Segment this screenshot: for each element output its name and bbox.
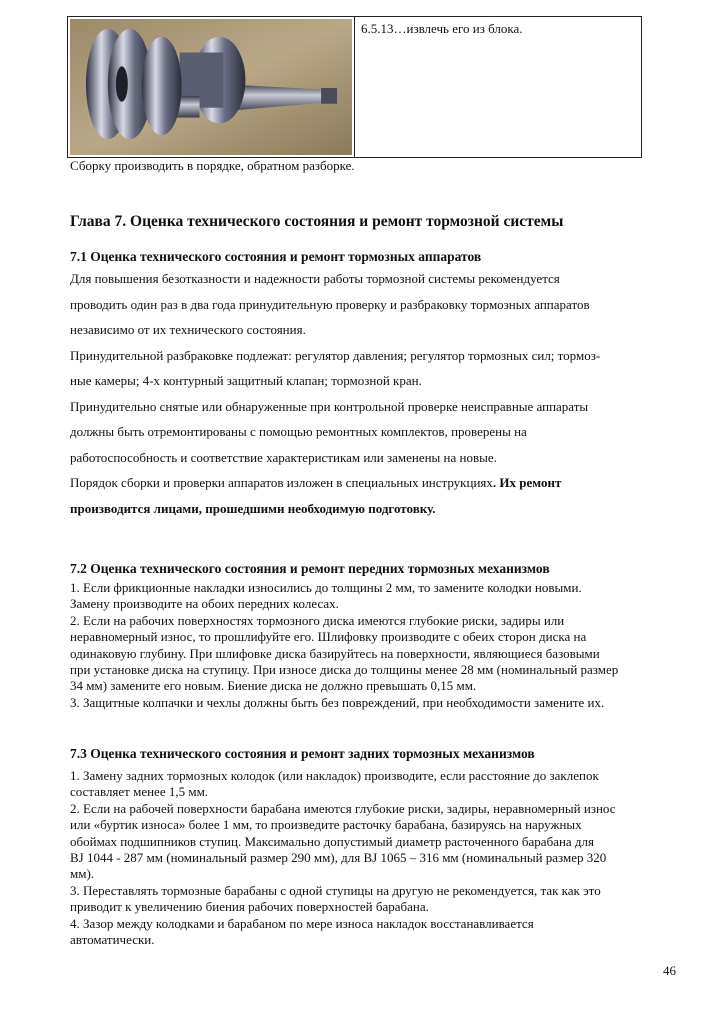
- text-line: Замену производите на обоих передних колесах.: [70, 596, 339, 612]
- section-7-1-body: [70, 266, 662, 521]
- text-line: Принудительной разбраковке подлежат: регулятор давления; регулятор тормозных сил; тормоз-: [70, 347, 601, 363]
- photo-cell: [68, 17, 355, 157]
- text-line: независимо от их технического состояния.: [70, 322, 306, 337]
- text-line: 3. Переставлять тормозные барабаны с одной ступицы на другую не рекомендуется, так как это: [70, 882, 601, 898]
- text-line: Принудительно снятые или обнаруженные при контрольной проверке неисправные аппараты: [70, 398, 589, 414]
- section-7-3-heading: 7.3 Оценка технического состояния и ремонт задних тормозных механизмов: [70, 746, 535, 761]
- section-7-2-heading: 7.2 Оценка технического состояния и ремонт передних тормозных механизмов: [70, 561, 550, 576]
- text-line: ные камеры; 4-х контурный защитный клапан; тормозной кран.: [70, 373, 422, 388]
- image-table: [67, 16, 642, 158]
- text-line: [70, 470, 662, 496]
- text-line: мм).: [70, 866, 95, 882]
- text-line: Для повышения безотказности и надежности работы тормозной системы рекомендуется: [70, 271, 560, 286]
- section-7-1-heading: 7.1 Оценка технического состояния и ремонт тормозных аппаратов: [70, 249, 482, 264]
- section-7-2-body: [70, 580, 670, 711]
- table-text-cell: 6.5.13…извлечь его из блока.: [361, 21, 523, 36]
- text-line: 1. Замену задних тормозных колодок (или накладок) производите, если расстояние до заклепок: [70, 768, 599, 783]
- text-line: или «буртик износа» более 1 мм, то произведите расточку барабана, базируясь на наружных: [70, 817, 582, 833]
- text-line: должны быть отремонтированы с помощью ремонтных комплектов, проверены на: [70, 424, 527, 439]
- text-line: 34 мм) замените его новым. Биение диска не должно превышать 0,15 мм.: [70, 678, 477, 694]
- text-line: 1. Если фрикционные накладки износились до толщины 2 мм, то замените колодки новыми.: [70, 580, 582, 595]
- text-line: 3. Защитные колпачки и чехлы должны быть без повреждений, при необходимости замените их.: [70, 694, 605, 710]
- assembly-note: Сборку производить в порядке, обратном разборке.: [70, 158, 355, 173]
- text-line: составляет менее 1,5 мм.: [70, 784, 209, 800]
- text-line-bold: . Их ремонт: [492, 475, 562, 490]
- chapter-heading: Глава 7. Оценка технического состояния и ремонт тормозной системы: [70, 213, 564, 230]
- text-line: 2. Если на рабочих поверхностях тормозного диска имеются глубокие риски, задиры или: [70, 612, 565, 628]
- text-line: 2. Если на рабочей поверхности барабана имеются глубокие риски, задиры, неравномерный износ: [70, 800, 616, 816]
- crankshaft-photo: [70, 19, 352, 155]
- text-line-regular: Порядок сборки и проверки аппаратов изложен в специальных инструкциях: [70, 475, 493, 490]
- text-line-bold: производится лицами, прошедшими необходимую подготовку.: [70, 500, 436, 516]
- section-7-3-body: [70, 768, 670, 948]
- text-line: проводить один раз в два года принудительную проверку и разбраковку тормозных аппаратов: [70, 296, 590, 312]
- text-line: приводит к увеличению биения рабочих поверхностей барабана.: [70, 899, 429, 915]
- text-line: работоспособность и соответствие характеристикам или заменены на новые.: [70, 449, 497, 465]
- page-number: 46: [663, 963, 676, 978]
- text-line: одинаковую глубину. При шлифовке диска базируйтесь на поверхности, являющиеся базовыми: [70, 645, 600, 661]
- text-line: BJ 1044 - 287 мм (номинальный размер 290 мм), для BJ 1065 – 316 мм (номинальный размер 320: [70, 850, 607, 866]
- text-line: при установке диска на ступицу. При износе диска до толщины менее 28 мм (номинальный размер: [70, 662, 619, 678]
- text-line: неравномерный износ, то прошлифуйте его. Шлифовку производите с обеих сторон диска на: [70, 629, 587, 645]
- text-line: автоматически.: [70, 932, 155, 948]
- text-line: 4. Зазор между колодками и барабаном по мере износа накладок восстанавливается: [70, 915, 534, 931]
- text-line: обоймах подшипников ступиц. Максимально допустимый диаметр расточенного барабана для: [70, 833, 595, 849]
